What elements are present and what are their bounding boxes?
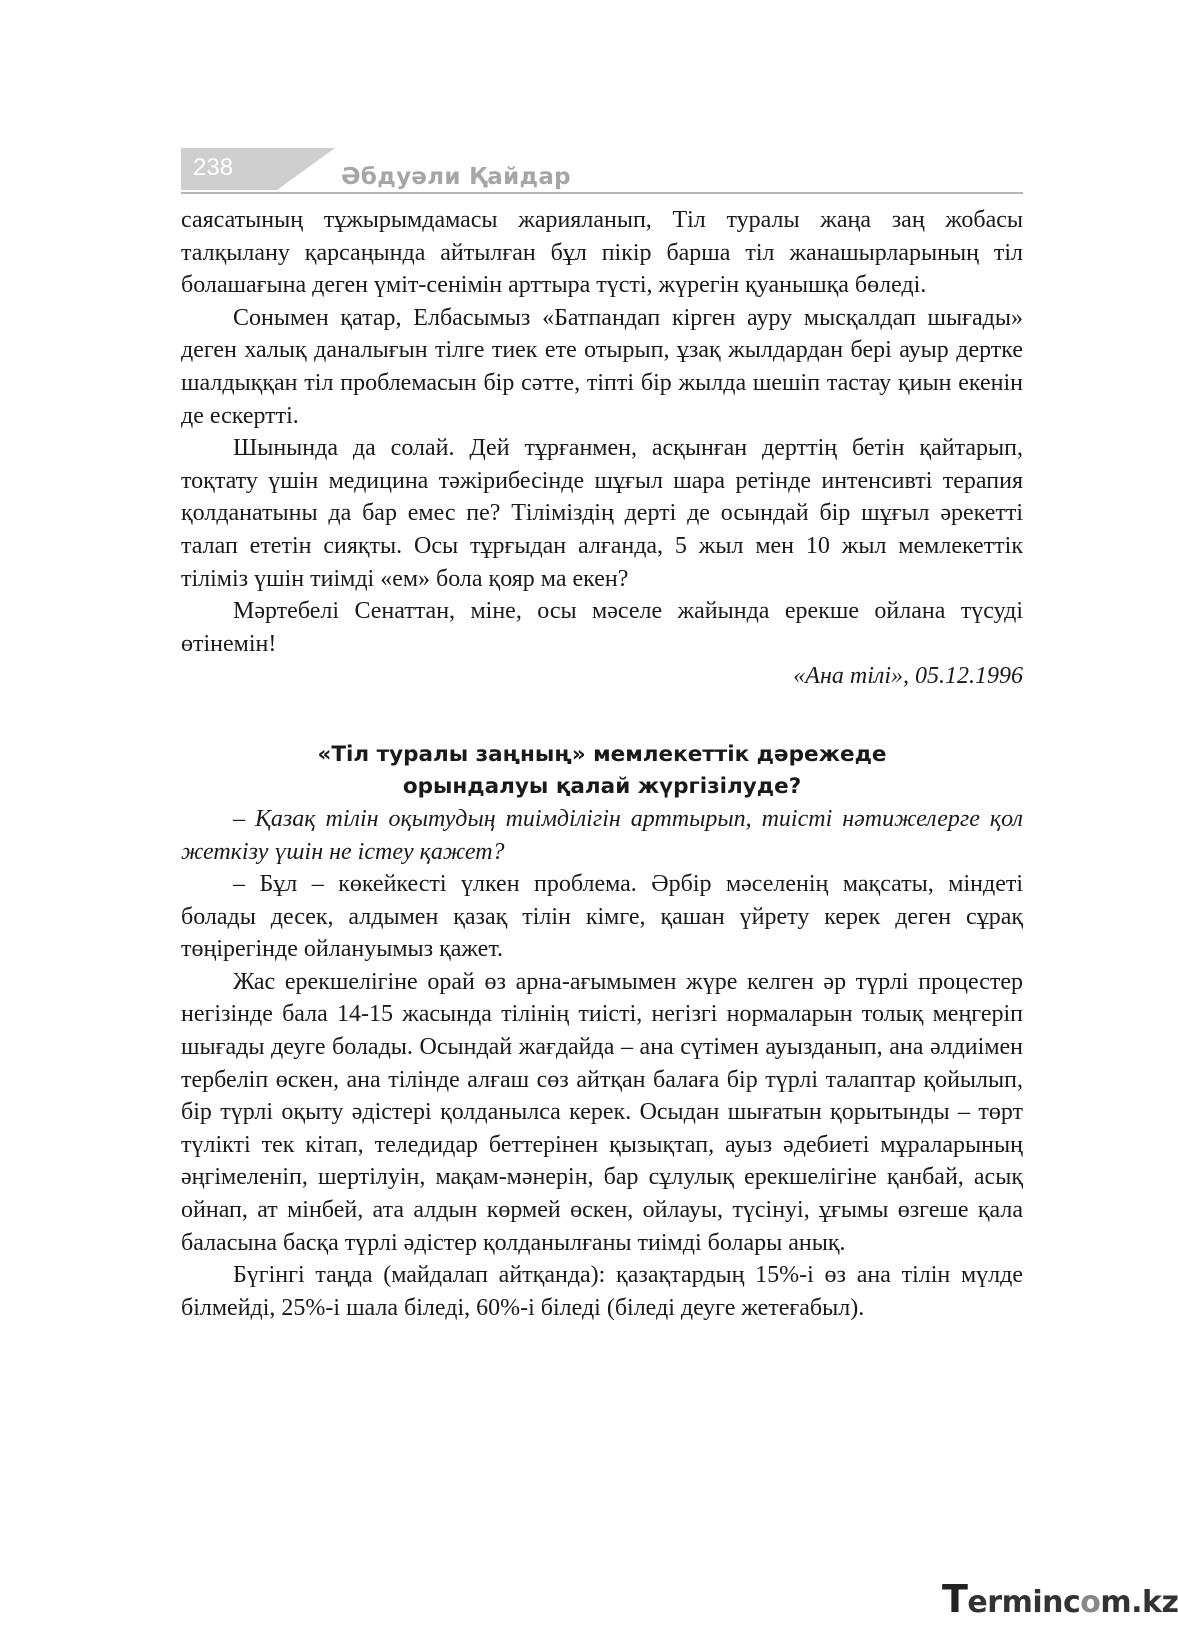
watermark-part-1: erminc [967,1585,1081,1620]
paragraph-3: Шынында да солай. Дей тұрғанмен, асқынған дерттің бетін қайтарып, тоқтату үшін медицина тәжірибесінде шұғыл шара ретінде интенсивті терапия қолданатыны да бар емес пе? Тіліміздің дерті де осындай бір шұғыл әрекетті талап ететін сияқты. Осы тұрғыдан алғанда, 5 жыл мен 10 жыл мемлекеттік тіліміз үшін тиімді «ем» бола қояр ма екен? [181,435,1023,592]
answer-paragraph-3: Бүгінгі таңда (майдалап айтқанда): қазақтардың 15%-і өз ана тілін мүлде білмейді, 25%-і шала біледі, 60%-і біледі (біледі деуге жетеғабыл). [181,1262,1023,1321]
answer-paragraph-2: Жас ерекшелігіне орай өз арна-ағымымен жүре келген әр түрлі процестер негізінде бала 14-15 жасында тілінің тиісті, негізгі нормаларын толық меңгеріп шығады деуге болады. Осындай жағдайда – ана сүтімен ауызданып, ана әлдиімен тербеліп өскен, ана тілінде алғаш сөз айтқан балаға бір түрлі талаптар қойылып, бір түрлі оқыту әдістері қолданылса керек. Осыдан шығатын қорытынды – төрт түлікті тек кітап, теледидар беттерінен қызықтап, ауыз әдебиеті мұраларының әңгімеленіп, шертілуін, мақам-мәнерін, бар сұлулық ерекшелігіне қанбай, асық ойнап, ат мінбей, ата алдын көрмей өскен, ойлауы, түсінуі, ұғымы өзгеше қала баласына басқа түрлі әдістер қолданылғаны тиімді болары анық. [181,968,1023,1256]
page-header [181,148,1023,194]
paragraph-2: Сонымен қатар, Елбасымыз «Батпандап кірген ауру мысқалдап шығады» деген халық даналығын тілге тиек ете отырып, ұзақ жылдардан бері ауыр дертке шалдыққан тіл проблемасын бір сәтте, тіпті бір жылда шешіп тастау қиын екенін де ескертті. [181,304,1023,429]
section-title-line-2: орындалуы қалай жүргізілуде? [402,773,802,799]
section-title-line-1: «Тіл туралы заңның» мемлекеттік дәрежеде [317,741,887,767]
watermark-part-2: m.kz [1100,1585,1178,1620]
watermark-initial: T [942,1577,968,1621]
header-rule [181,192,1023,194]
header-wedge-shape [277,148,335,190]
page-number: 238 [193,154,234,181]
running-title: Әбдуәли Қайдар [341,164,571,190]
termincom-watermark [942,1577,1178,1621]
paragraph-1: саясатының тұжырымдамасы жарияланып, Тіл туралы жаңа заң жобасы талқылану қарсаңында айтылған бұл пікір барша тіл жанашырларының тіл болашағына деген үміт-сенімін арттыра түсті, жүрегін қуанышқа бөледі. [181,207,1023,299]
paragraph-4: Мәртебелі Сенаттан, міне, осы мәселе жайында ерекше ойлана түсуді өтінемін! [181,598,1023,657]
section-title [181,739,1023,803]
watermark-o-letter: o [1080,1585,1101,1620]
answer-paragraph-1: – Бұл – көкейкесті үлкен проблема. Әрбір мәселенің мақсаты, міндеті болады десек, алдымен қазақ тілін кімге, қашан үйрету керек деген сұрақ төңірегінде ойлануымыз қажет. [181,871,1023,963]
interview-question: – Қазақ тілін оқытудың тиімділігін арттырып, тиісті нәтижелерге қол жеткізу үшін не істеу қажет? [181,805,1023,865]
source-citation: «Ана тілі», 05.12.1996 [793,663,1023,690]
page-body [181,204,1023,1324]
